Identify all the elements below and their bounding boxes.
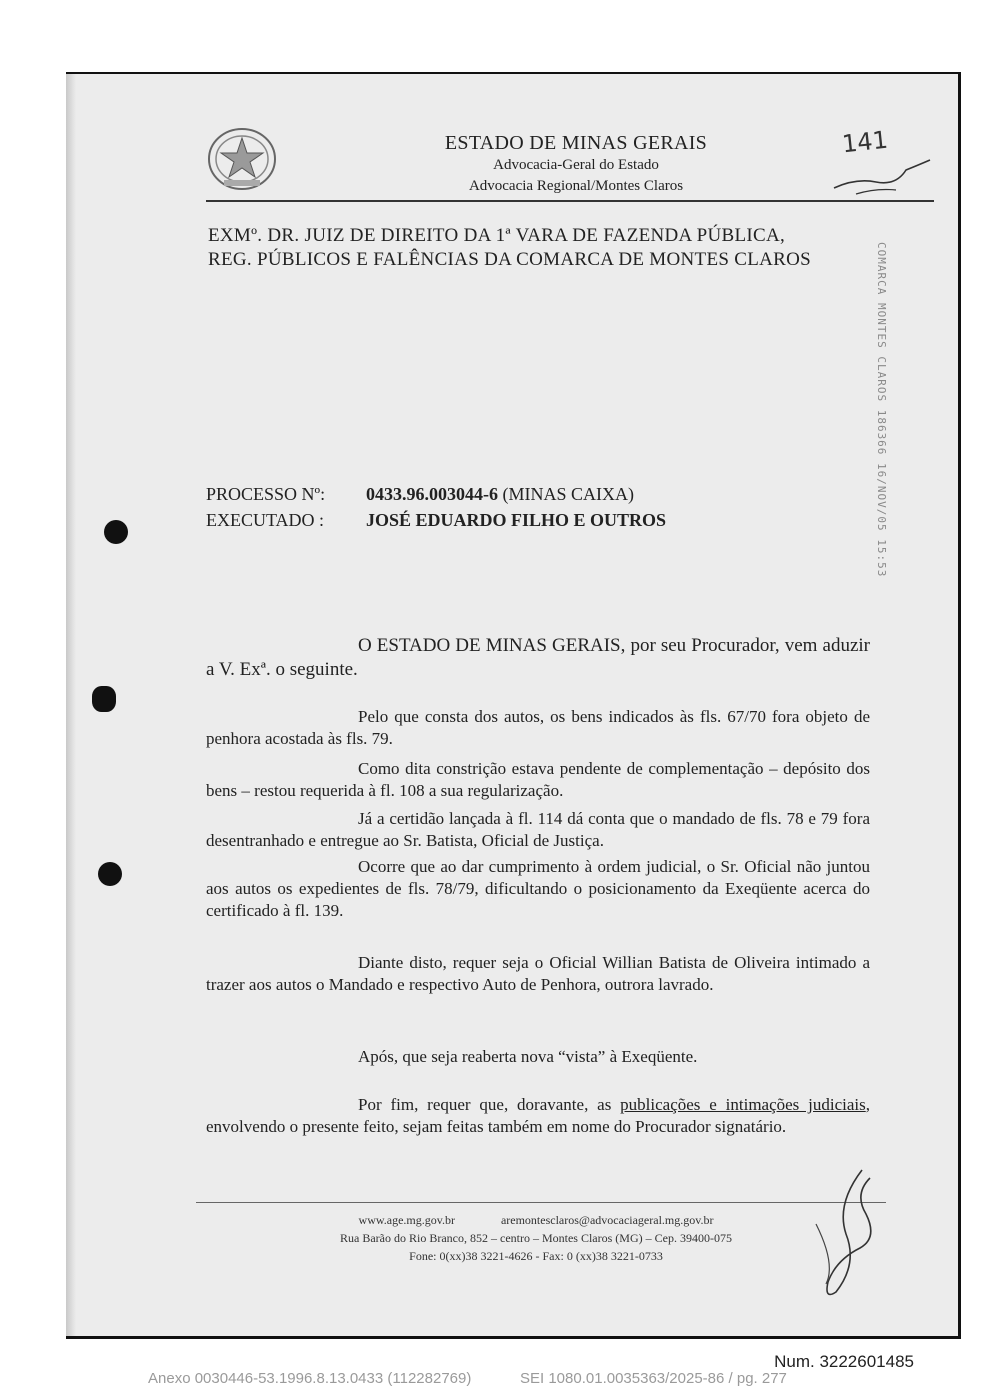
handwritten-page-number: 141 <box>840 125 890 159</box>
intro-paragraph: O ESTADO DE MINAS GERAIS, por seu Procurador, vem aduzir a V. Exª. o seguinte. <box>206 635 870 680</box>
document-number: Num. 3222601485 <box>774 1352 914 1371</box>
paragraph-2: Como dita constrição estava pendente de complementação – depósito dos bens – restou requerida à fl. 108 a sua regularização. <box>206 759 870 800</box>
handwritten-signature-icon <box>806 1164 886 1304</box>
scanned-page <box>66 72 961 1339</box>
punch-hole <box>104 520 128 544</box>
initials-signature-icon <box>826 158 936 198</box>
paragraph-5: Diante disto, requer seja o Oficial Willian Batista de Oliveira intimado a trazer aos autos o Mandado e respectivo Auto de Penhora, outrora lavrado. <box>206 953 870 994</box>
protocol-stamp: COMARCA MONTES CLAROS 186366 16/NOV/05 15:53 <box>875 242 888 578</box>
paragraph-1: Pelo que consta dos autos, os bens indicados às fls. 67/70 fora objeto de penhora acostada às fls. 79. <box>206 707 870 748</box>
punch-hole <box>98 862 122 886</box>
process-label: PROCESSO Nº: <box>206 484 326 504</box>
header-divider <box>206 200 934 202</box>
executed-name: JOSÉ EDUARDO FILHO E OUTROS <box>366 510 667 530</box>
paragraph-7-end: , envolvendo o presente feito, sejam feitas também em nome do Procurador signatário. <box>206 1095 870 1136</box>
footer-address: Rua Barão do Rio Branco, 852 – centro – Montes Claros (MG) – Cep. 39400-075 <box>340 1231 732 1245</box>
addressee-line-2: REG. PÚBLICOS E FALÊNCIAS DA COMARCA DE MONTES CLAROS <box>208 249 812 270</box>
paragraph-7-start: Por fim, requer que, doravante, as <box>358 1095 621 1114</box>
paragraph-7 <box>206 1094 870 1138</box>
footer-website: www.age.mg.gov.br <box>358 1213 455 1227</box>
paragraph-3: Já a certidão lançada à fl. 114 dá conta que o mandado de fls. 78 e 79 fora desentranhado e entregue ao Sr. Batista, Oficial de Justiça. <box>206 809 870 850</box>
state-seal-icon <box>206 126 278 192</box>
process-number-line <box>366 482 634 506</box>
annex-reference: Anexo 0030446-53.1996.8.13.0433 (112282769) <box>148 1370 472 1387</box>
footer-contacts <box>266 1212 806 1229</box>
header-agency: Advocacia-Geral do Estado <box>493 157 659 173</box>
footer-phone: Fone: 0(xx)38 3221-4626 - Fax: 0 (xx)38 3221-0733 <box>409 1249 663 1263</box>
executed-label: EXECUTADO : <box>206 510 325 530</box>
paragraph-7-underlined: publicações e intimações judiciais <box>620 1095 866 1114</box>
header-state-name: ESTADO DE MINAS GERAIS <box>444 132 708 154</box>
sei-reference: SEI 1080.01.0035363/2025-86 / pg. 277 <box>520 1370 787 1387</box>
header-regional-office: Advocacia Regional/Montes Claros <box>468 178 684 194</box>
paragraph-4: Ocorre que ao dar cumprimento à ordem judicial, o Sr. Oficial não juntou aos autos os expedientes de fls. 78/79, dificultando o posicionamento da Exeqüente acerca do certificado à fl. 139. <box>206 857 870 920</box>
addressee-line-1: EXMº. DR. JUIZ DE DIREITO DA 1ª VARA DE FAZENDA PÚBLICA, <box>208 225 786 246</box>
paragraph-6: Após, que seja reaberta nova “vista” à Exeqüente. <box>358 1047 698 1066</box>
punch-hole <box>92 686 116 712</box>
footer-email: aremontesclaros@advocaciageral.mg.gov.br <box>500 1213 714 1227</box>
footer-divider <box>196 1202 886 1203</box>
process-number-suffix: (MINAS CAIXA) <box>502 484 634 504</box>
process-number: 0433.96.003044-6 <box>366 484 498 504</box>
